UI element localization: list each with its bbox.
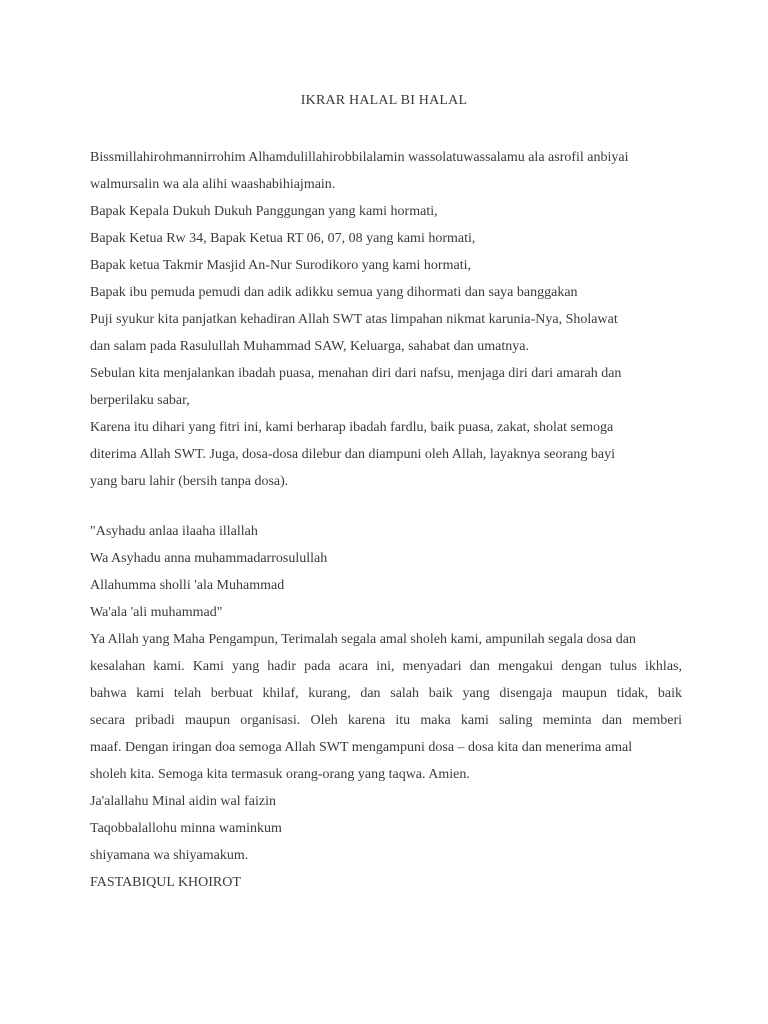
text-line: Bapak ibu pemuda pemudi dan adik adikku semua yang dihormati dan saya banggakan — [90, 285, 578, 300]
text-line: Taqobbalallohu minna waminkum — [90, 821, 282, 836]
text-line: Allahumma sholli 'ala Muhammad — [90, 578, 285, 593]
text-line: dan salam pada Rasulullah Muhammad SAW, Keluarga, sahabat dan umatnya. — [90, 339, 529, 354]
text-line: shiyamana wa shiyamakum. — [90, 848, 249, 863]
text-line: Bapak Ketua Rw 34, Bapak Ketua RT 06, 07, 08 yang kami hormati, — [90, 231, 476, 246]
text-line: Ja'alallahu Minal aidin wal faizin — [90, 794, 277, 809]
text-line: bahwa kami telah berbuat khilaf, kurang, dan salah baik yang disengaja maupun tidak, baik — [90, 686, 682, 701]
text-line: Wa'ala 'ali muhammad" — [90, 605, 223, 620]
text-line: maaf. Dengan iringan doa semoga Allah SWT mengampuni dosa – dosa kita dan menerima amal — [90, 740, 633, 755]
text-line: yang baru lahir (bersih tanpa dosa). — [90, 474, 289, 489]
text-line: Puji syukur kita panjatkan kehadiran Allah SWT atas limpahan nikmat karunia-Nya, Sholawat — [90, 312, 618, 327]
text-line: FASTABIQUL KHOIROT — [90, 875, 241, 890]
text-line: Bissmillahirohmannirrohim Alhamdulillahirobbilalamin wassolatuwassalamu ala asrofil anbiyai — [90, 150, 629, 165]
text-line: Bapak ketua Takmir Masjid An-Nur Surodikoro yang kami hormati, — [90, 258, 471, 273]
text-line: "Asyhadu anlaa ilaaha illallah — [90, 524, 258, 539]
text-line: sholeh kita. Semoga kita termasuk orang-orang yang taqwa. Amien. — [90, 767, 470, 782]
text-line: secara pribadi maupun organisasi. Oleh karena itu maka kami saling meminta dan memberi — [90, 713, 682, 728]
text-line: Sebulan kita menjalankan ibadah puasa, menahan diri dari nafsu, menjaga diri dari amarah dan — [90, 366, 622, 381]
text-line: Bapak Kepala Dukuh Dukuh Panggungan yang kami hormati, — [90, 204, 438, 219]
document-title: IKRAR HALAL BI HALAL — [300, 93, 468, 108]
text-line: Wa Asyhadu anna muhammadarrosulullah — [90, 551, 328, 566]
text-line: diterima Allah SWT. Juga, dosa-dosa dilebur dan diampuni oleh Allah, layaknya seorang bayi — [90, 447, 615, 462]
opening-paragraphs — [90, 148, 682, 499]
text-line: Karena itu dihari yang fitri ini, kami berharap ibadah fardlu, baik puasa, zakat, sholat semoga — [90, 420, 614, 435]
closing-paragraphs — [90, 522, 682, 900]
text-line: Ya Allah yang Maha Pengampun, Terimalah segala amal sholeh kami, ampunilah segala dosa dan — [90, 632, 636, 647]
text-line: walmursalin wa ala alihi waashabihiajmain. — [90, 177, 336, 192]
text-line: kesalahan kami. Kami yang hadir pada acara ini, menyadari dan mengakui dengan tulus ikhlas, — [90, 659, 682, 674]
text-line: berperilaku sabar, — [90, 393, 190, 408]
